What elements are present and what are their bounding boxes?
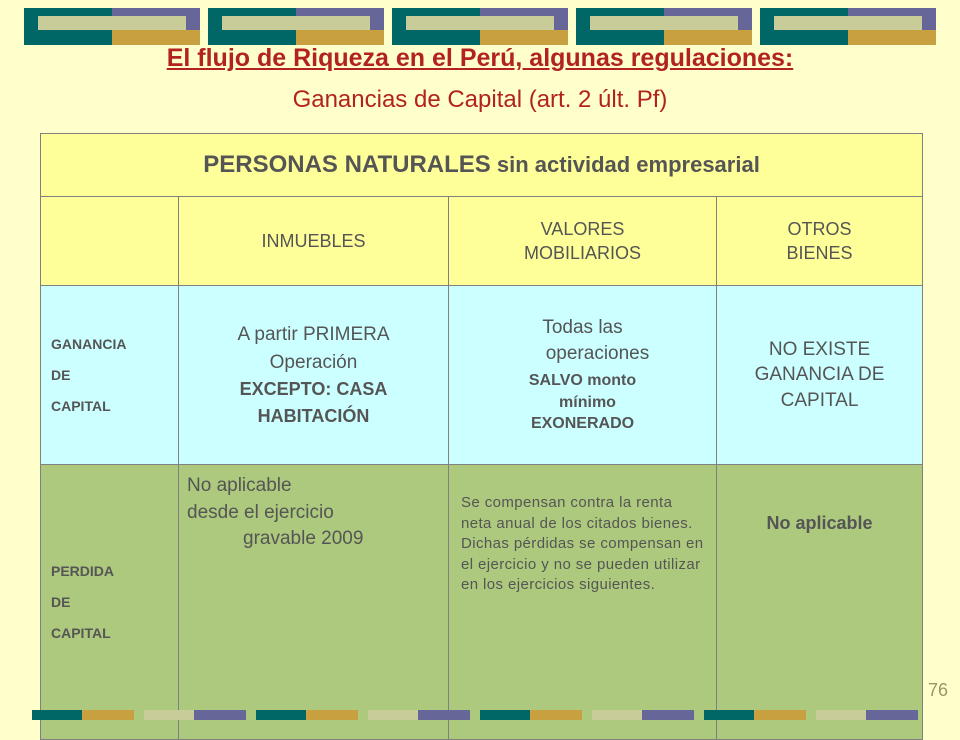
cell-line-bold: HABITACIÓN xyxy=(257,405,370,426)
row-label-line: PERDIDA xyxy=(51,562,115,579)
decorative-footer-block xyxy=(306,710,358,720)
cell-ganancia-otros xyxy=(717,286,923,465)
decorative-header-block xyxy=(760,8,936,45)
cell-line: Todas las xyxy=(542,316,623,338)
decorative-header-block xyxy=(208,8,384,45)
cell-perdida-valores xyxy=(449,465,717,740)
column-header-otros-text: OTROS BIENES xyxy=(786,218,853,263)
cell-line: Operación xyxy=(269,351,358,373)
cell-ganancia-valores xyxy=(449,286,717,465)
slide-subtitle: Ganancias de Capital (art. 2 últ. Pf) xyxy=(292,86,668,113)
cell-perdida-inmuebles xyxy=(179,465,449,740)
decorative-footer-block xyxy=(144,710,194,720)
decorative-footer-block xyxy=(816,710,866,720)
cell-line-bold: EXONERADO xyxy=(530,415,635,433)
empty-corner-cell xyxy=(41,197,179,286)
cell-line-bold: EXCEPTO: CASA xyxy=(239,379,388,400)
cell-line-bold: SALVO monto xyxy=(528,372,637,390)
cell-ganancia-inmuebles xyxy=(179,286,449,465)
table-header xyxy=(41,134,923,197)
decorative-footer-block xyxy=(256,710,306,720)
cell-line: gravable 2009 xyxy=(243,528,364,550)
column-header-valores-text: VALORES MOBILIARIOS xyxy=(523,218,642,263)
decorative-footer-block xyxy=(592,710,642,720)
decorative-footer-block xyxy=(32,710,82,720)
cell-perdida-otros: No aplicable xyxy=(717,465,923,740)
decorative-footer-block xyxy=(418,710,470,720)
header-bold-part: PERSONAS NATURALES xyxy=(203,151,491,178)
row-label-perdida xyxy=(41,465,179,740)
cell-line: operaciones xyxy=(545,342,650,364)
decorative-footer-block xyxy=(530,710,582,720)
column-header-valores xyxy=(449,197,717,286)
regulation-table xyxy=(40,133,923,740)
row-label-line: GANANCIA xyxy=(51,335,127,352)
row-label-line: DE xyxy=(51,593,71,610)
decorative-header-block xyxy=(576,8,752,45)
decorative-footer-block xyxy=(480,710,530,720)
decorative-footer-block xyxy=(754,710,806,720)
row-label-line: DE xyxy=(51,366,71,383)
cell-line: desde el ejercicio xyxy=(187,501,334,523)
decorative-footer-block xyxy=(82,710,134,720)
decorative-footer-block xyxy=(194,710,246,720)
column-header-otros xyxy=(717,197,923,286)
decorative-footer-block xyxy=(368,710,418,720)
cell-line: NO EXISTE xyxy=(768,338,871,360)
row-label-line: CAPITAL xyxy=(51,397,111,414)
cell-line: A partir PRIMERA xyxy=(237,324,390,346)
cell-line: No aplicable xyxy=(187,475,292,496)
cell-paragraph: Se compensan contra la renta neta anual de los citados bienes. Dichas pérdidas se compensan en el ejercicio y no se pueden utilizar en los ejercicios siguientes. xyxy=(461,494,704,594)
cell-line-bold: mínimo xyxy=(559,393,616,411)
cell-line: GANANCIA DE xyxy=(754,364,885,386)
row-label-ganancia xyxy=(41,286,179,465)
page-number: 76 xyxy=(927,680,948,700)
decorative-footer-block xyxy=(866,710,918,720)
decorative-header-block xyxy=(392,8,568,45)
column-header-inmuebles: INMUEBLES xyxy=(179,197,449,286)
decorative-footer-block xyxy=(642,710,694,720)
header-rest: sin actividad empresarial xyxy=(490,152,760,177)
row-label-line: CAPITAL xyxy=(51,624,111,641)
decorative-footer-block xyxy=(704,710,754,720)
slide-title: El flujo de Riqueza en el Perú, algunas regulaciones: xyxy=(166,44,794,72)
cell-line: CAPITAL xyxy=(780,389,859,411)
decorative-header-block xyxy=(24,8,200,45)
